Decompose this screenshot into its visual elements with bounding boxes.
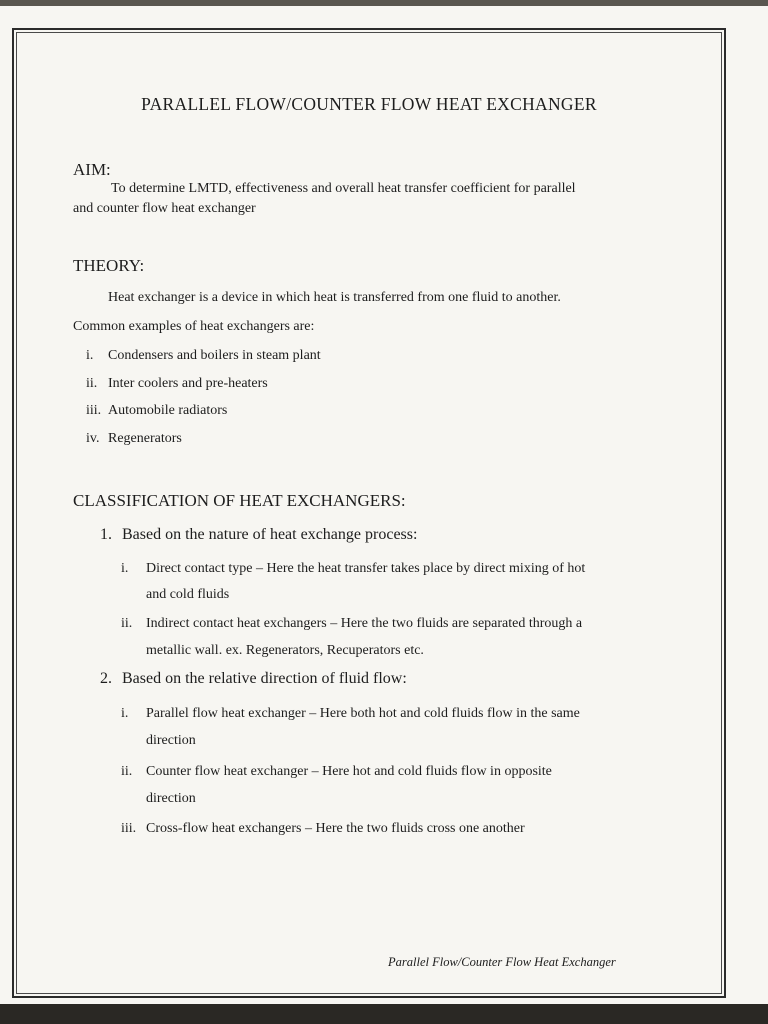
item-number: ii. [121,764,133,779]
item-text-line-1: Counter flow heat exchanger – Here hot and cold fluids flow in opposite [146,764,552,779]
aim-heading: AIM: [73,160,111,179]
item-number: iii. [121,821,137,836]
footer-running-title: Parallel Flow/Counter Flow Heat Exchanger [388,955,616,969]
item-text-line-1: Cross-flow heat exchangers – Here the two fluids cross one another [146,821,525,836]
example-item: Automobile radiators [108,403,228,418]
item-text-line-2: metallic wall. ex. Regenerators, Recuperators etc. [146,643,424,658]
classification-heading: CLASSIFICATION OF HEAT EXCHANGERS: [73,491,406,510]
bottom-edge-shadow [0,1004,768,1024]
item-number: ii. [121,616,133,631]
section-title: Based on the nature of heat exchange process: [122,526,418,543]
page-title: PARALLEL FLOW/COUNTER FLOW HEAT EXCHANGER [141,94,597,114]
item-text-line-2: direction [146,791,196,806]
item-text-line-2: direction [146,733,196,748]
page-border-inner [16,32,722,994]
theory-heading: THEORY: [73,256,145,275]
section-number: 2. [100,670,112,687]
item-text-line-1: Indirect contact heat exchangers – Here the two fluids are separated through a [146,616,583,631]
theory-text-line-1: Heat exchanger is a device in which heat is transferred from one fluid to another. [108,290,561,305]
theory-text-line-2: Common examples of heat exchangers are: [73,319,315,334]
example-number: iv. [86,431,100,446]
item-text-line-1: Parallel flow heat exchanger – Here both hot and cold fluids flow in the same [146,706,580,721]
section-number: 1. [100,526,112,543]
section-title: Based on the relative direction of fluid flow: [122,670,407,687]
example-item: Condensers and boilers in steam plant [108,348,321,363]
example-number: ii. [86,376,98,391]
aim-text-line-1: To determine LMTD, effectiveness and overall heat transfer coefficient for parallel [111,181,576,196]
item-text-line-2: and cold fluids [146,587,230,602]
example-item: Regenerators [108,431,182,446]
example-number: i. [86,348,94,363]
aim-text-line-2: and counter flow heat exchanger [73,201,256,216]
example-item: Inter coolers and pre-heaters [108,376,268,391]
item-number: i. [121,561,129,576]
item-text-line-1: Direct contact type – Here the heat transfer takes place by direct mixing of hot [146,561,586,576]
top-edge-shadow [0,0,768,6]
item-number: i. [121,706,129,721]
example-number: iii. [86,403,102,418]
